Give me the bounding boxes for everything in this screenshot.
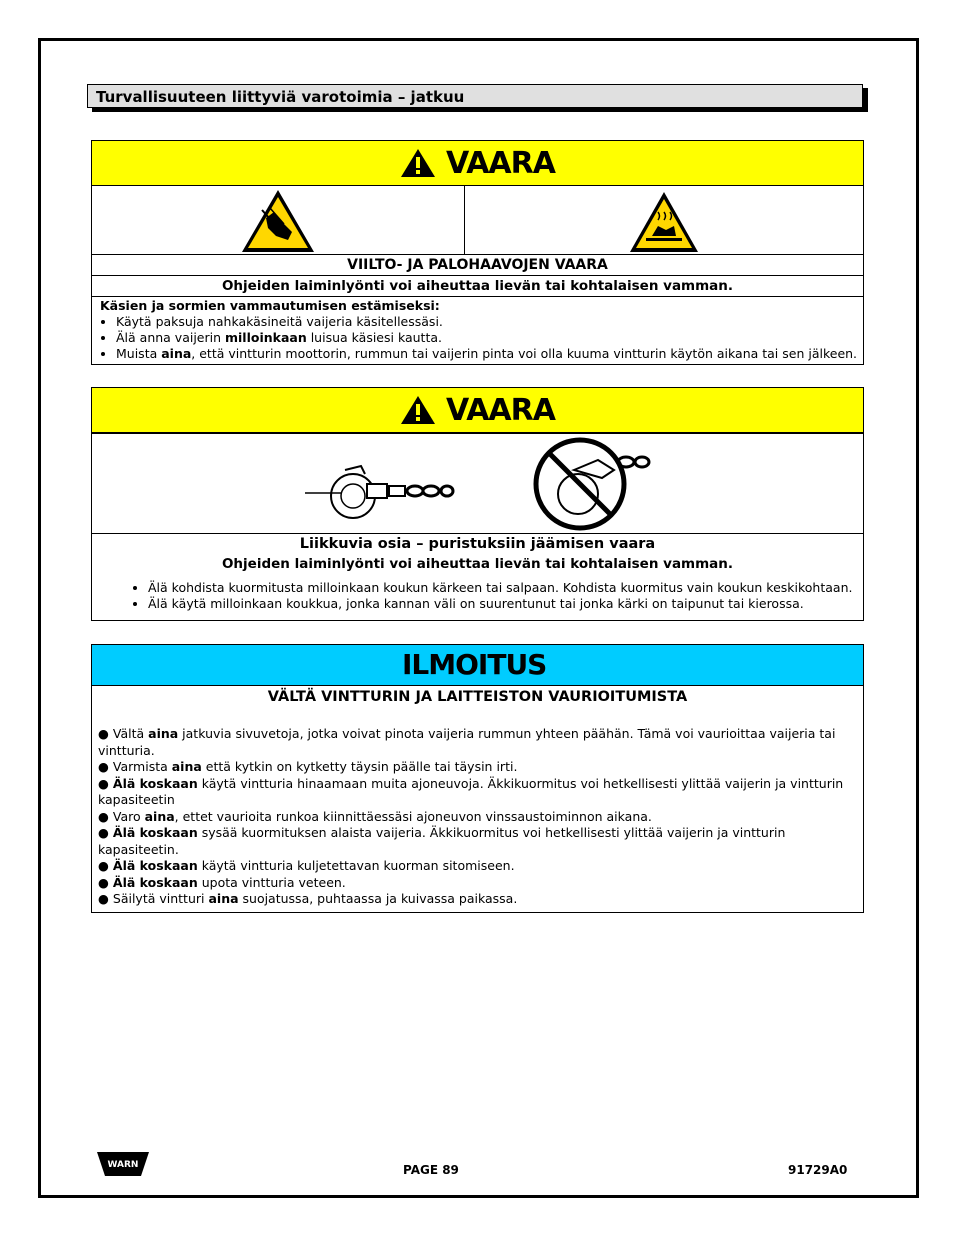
list-item: ● Vältä aina jatkuvia sivuvetoja, jotka voivat pinota vaijeria rummun yhteen päähän. Tämä voi vaurioittaa vaijeria tai vintturia.: [98, 726, 836, 758]
hazard-instructions: [92, 297, 863, 362]
hot-surface-hazard-icon: [628, 190, 700, 254]
danger-header: [92, 388, 863, 434]
list-item: ● Varmista aina että kytkin on kytketty täysin päälle tai täysin irti.: [98, 759, 518, 774]
list-item: ● Älä koskaan käytä vintturia hinaamaan muita ajoneuvoja. Äkkikuormitus voi hetkellisesti ylittää vaijerin ja vintturin kapasiteetin: [98, 775, 844, 807]
hazard-icons-row: [92, 186, 863, 255]
page-number: PAGE 89: [403, 1163, 459, 1177]
danger-box-moving-parts: [91, 387, 864, 621]
notice-word: ILMOITUS: [402, 648, 547, 681]
warning-triangle-icon: [400, 148, 436, 178]
danger-header: [92, 141, 863, 186]
notice-title: VÄLTÄ VINTTURIN JA LAITTEISTON VAURIOITUMISTA: [267, 689, 688, 705]
svg-text:WARN: WARN: [107, 1160, 139, 1170]
warn-logo: [97, 1152, 149, 1176]
notice-box: [91, 644, 864, 913]
list-item: ● Älä koskaan käytä vintturia kuljetettavan kuorman sitomiseen.: [98, 858, 515, 873]
list-item: ● Älä koskaan upota vintturia veteen.: [98, 874, 346, 890]
notice-header: [92, 645, 863, 686]
notice-list: [92, 708, 863, 908]
hazard-consequence: Ohjeiden laiminlyönti voi aiheuttaa lievän tai kohtalaisen vamman.: [92, 276, 863, 297]
hazard-consequence: Ohjeiden laiminlyönti voi aiheuttaa lievän tai kohtalaisen vamman.: [221, 556, 734, 572]
hook-correct-load-icon: [305, 458, 455, 528]
list-item: ● Varo aina, ettet vaurioita runkoa kiinnittäessäsi ajoneuvon vinssaustoiminnon aikana.: [98, 808, 652, 824]
hazard-title: Liikkuvia osia – puristuksiin jäämisen vaara: [299, 536, 656, 552]
hazard-title: VIILTO- JA PALOHAAVOJEN VAARA: [92, 255, 863, 276]
instructions-intro: Käsien ja sormien vammautumisen estämiseksi:: [100, 298, 440, 313]
instructions-list: [100, 314, 863, 362]
list-item: • Älä kohdista kuormitusta milloinkaan koukun kärkeen tai salpaan. Kohdista kuormitus vain koukun keskikohtaan.: [148, 580, 863, 596]
danger-word: VAARA: [446, 145, 555, 181]
list-item: ● Säilytä vintturi aina suojatussa, puhtaassa ja kuivassa paikassa.: [98, 891, 518, 906]
hook-incorrect-load-icon: [522, 434, 652, 532]
list-item: • Käytä paksuja nahkakäsineitä vaijeria käsitellessäsi.: [116, 314, 863, 330]
list-item: ● Älä koskaan sysää kuormituksen alaista vaijeria. Äkkikuormitus voi hetkellisesti ylittää vaijerin ja vintturin kapasiteetin.: [98, 825, 786, 857]
document-number: 91729A0: [788, 1163, 848, 1177]
warning-triangle-icon: [400, 395, 436, 425]
hand-cut-hazard-icon: [240, 188, 316, 254]
danger-box-cut-burn: [91, 140, 864, 365]
section-title: Turvallisuuteen liittyviä varotoimia – jatkuu: [87, 84, 863, 108]
list-item: • Älä anna vaijerin milloinkaan luisua käsiesi kautta.: [116, 330, 863, 346]
list-item: • Älä käytä milloinkaan koukkua, jonka kannan väli on suurentunut tai jonka kärki on taipunut tai kierossa.: [148, 596, 863, 612]
list-item: • Muista aina, että vintturin moottorin, rummun tai vaijerin pinta voi olla kuuma vintturin käytön aikana tai sen jälkeen.: [116, 346, 863, 362]
hook-illustrations: [92, 434, 863, 534]
danger-word: VAARA: [446, 392, 555, 428]
instructions-list: [92, 580, 863, 612]
